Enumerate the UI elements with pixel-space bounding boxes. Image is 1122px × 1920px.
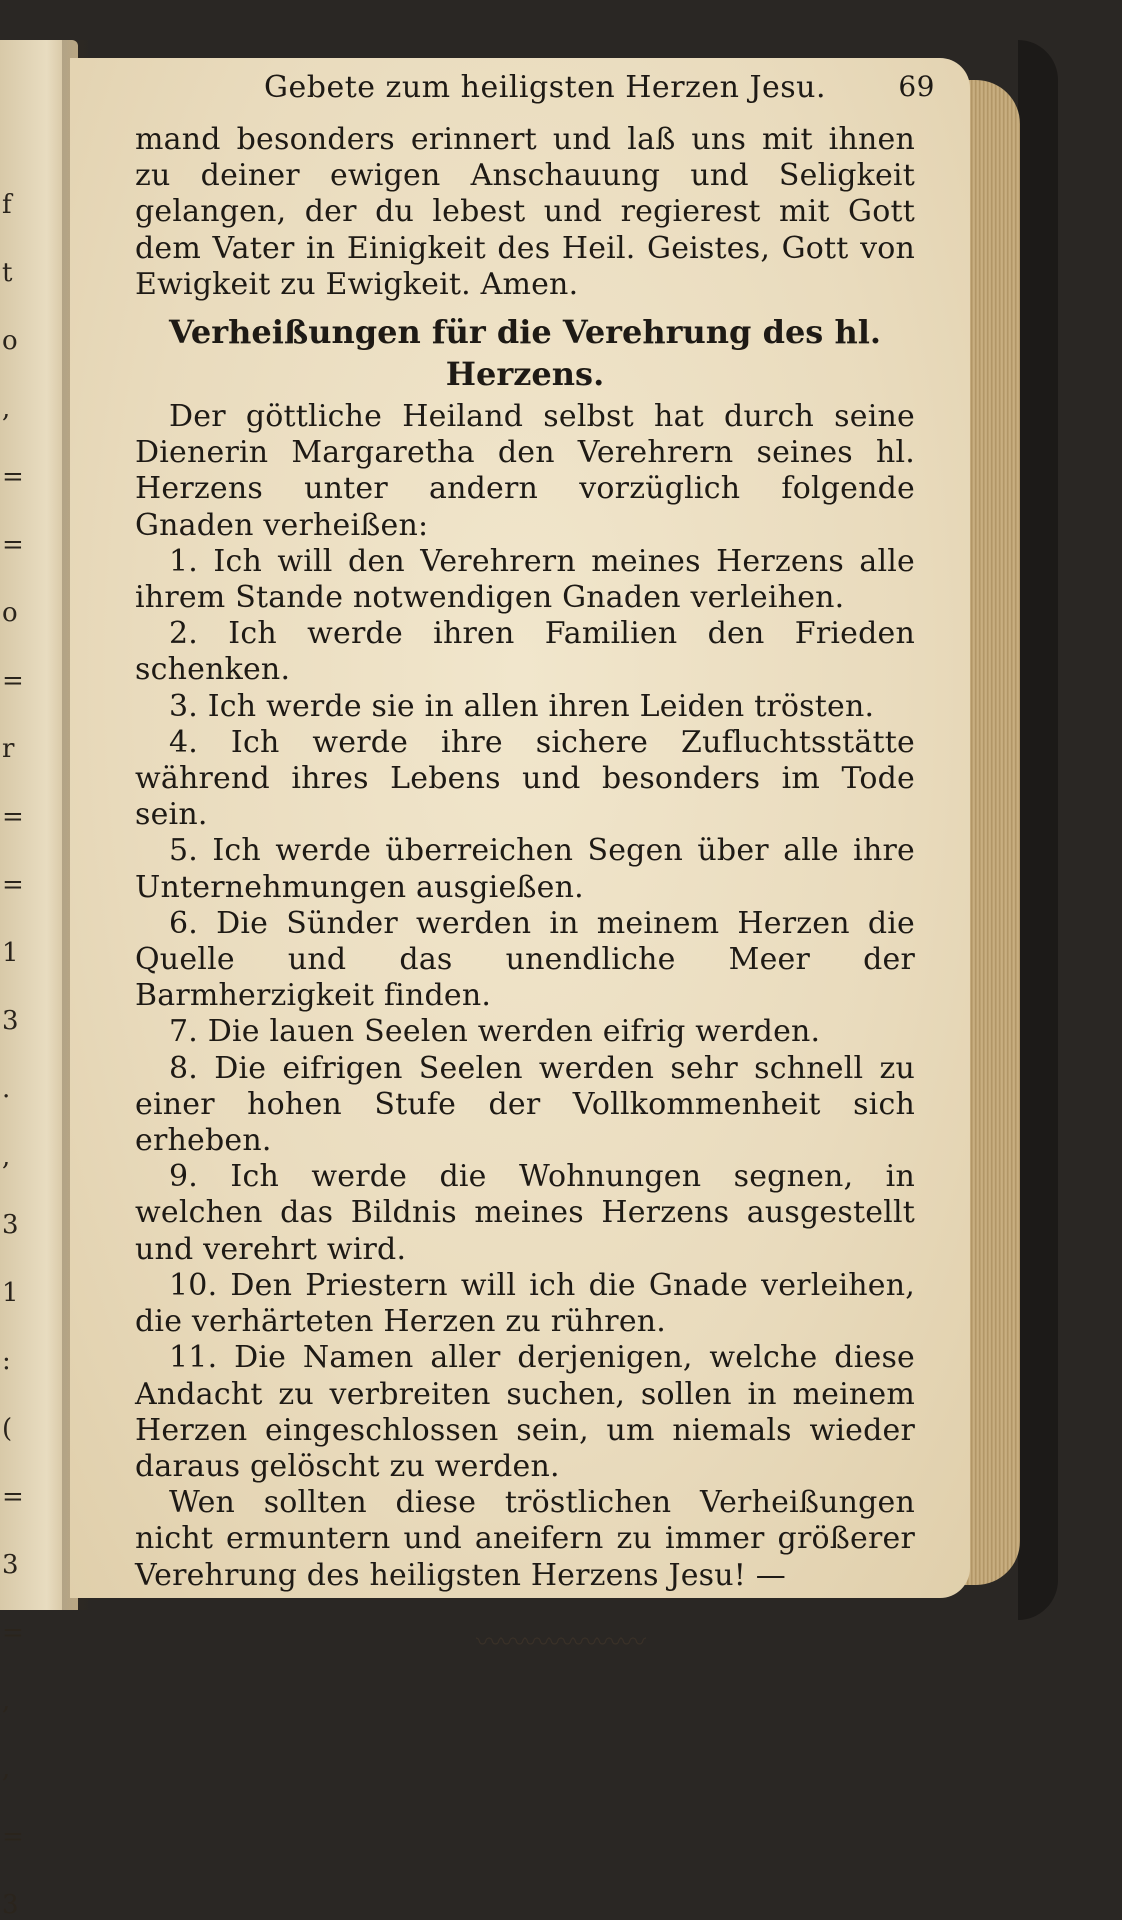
promise-item: 6. Die Sünder werden in meinem Herzen die Quelle und das unendliche Meer der Barmherzigkeit finden.	[135, 905, 915, 1014]
left-page-char: 1	[2, 1278, 19, 1308]
opening-paragraph: mand besonders erinnert und laß uns mit ihnen zu deiner ewigen Anschauung und Seligkeit gelangen, der du lebest und regierest mit Gott dem Vater in Einigkeit des Heil. Geistes, Gott von Ewigkeit zu Ewigkeit. Amen.	[135, 122, 915, 302]
left-page-char: 1	[2, 938, 19, 968]
left-page-char: 3	[2, 1550, 19, 1580]
page-content	[135, 70, 935, 1659]
promise-item: 11. Die Namen aller derjenigen, welche diese Andacht zu verbreiten suchen, sollen in meinem Herzen eingeschlossen sein, um niemals wieder daraus gelöscht zu werden.	[135, 1340, 915, 1484]
left-page-char: 3	[2, 1006, 19, 1036]
left-page-char: 3	[2, 1890, 19, 1920]
left-page-char: =	[2, 1618, 24, 1648]
left-page-char: o	[2, 326, 18, 356]
promise-item: 2. Ich werde ihren Familien den Frieden schenken.	[135, 616, 915, 688]
left-page-char: ,	[2, 1686, 11, 1716]
left-page-char: ,	[2, 394, 11, 424]
promise-item: 3. Ich werde sie in allen ihren Leiden trösten.	[169, 688, 875, 724]
left-page-char: :	[2, 1346, 11, 1376]
left-page-characters	[2, 190, 24, 1920]
left-page-char: =	[2, 870, 24, 900]
left-page-char: .	[2, 1074, 11, 1104]
section-heading: Verheißungen für die Verehrung des hl. Herzens.	[168, 313, 882, 394]
left-page-char: =	[2, 802, 24, 832]
promise-item: 1. Ich will den Verehrern meines Herzens alle ihrem Stande notwendigen Gnaden verleihen.	[135, 543, 915, 616]
left-page-char: =	[2, 462, 24, 492]
promise-item: 5. Ich werde überreichen Segen über alle ihre Unternehmungen ausgießen.	[135, 833, 915, 905]
left-page-char: ,	[2, 1754, 11, 1784]
left-page-char: =	[2, 666, 24, 696]
promise-item: 8. Die eifrigen Seelen werden sehr schnell zu einer hohen Stufe der Vollkommenheit sich erheben.	[135, 1050, 915, 1159]
left-page-char: =	[2, 1482, 24, 1512]
book-cover-edge	[1018, 40, 1058, 1620]
intro-paragraph: Der göttliche Heiland selbst hat durch seine Dienerin Margaretha den Verehrern seines hl. Herzens unter andern vorzüglich folgende Gnaden verheißen:	[135, 399, 915, 543]
left-page-char: r	[2, 734, 15, 764]
page-number: 69	[898, 70, 935, 103]
left-page-char: (	[2, 1414, 13, 1444]
running-header	[135, 70, 935, 122]
promise-item: 9. Ich werde die Wohnungen segnen, in welchen das Bildnis meines Herzens ausgestellt und verehrt wird.	[135, 1159, 915, 1267]
left-page-char: =	[2, 530, 24, 560]
left-page-char: 3	[2, 1210, 19, 1240]
closing-paragraph: Wen sollten diese tröstlichen Verheißungen nicht ermuntern und aneifern zu immer größerer Verehrung des heiligsten Herzens Jesu! —	[135, 1485, 915, 1593]
promise-item: 10. Den Priestern will ich die Gnade verleihen, die verhärteten Herzen zu rühren.	[135, 1267, 915, 1340]
ornament-divider: 〰〰〰〰〰〰〰	[475, 1627, 644, 1658]
left-page-char: =	[2, 1822, 24, 1852]
left-page-char: f	[2, 190, 12, 220]
left-page-char: t	[2, 258, 13, 288]
promise-list	[135, 544, 915, 1485]
promise-item: 7. Die lauen Seelen werden eifrig werden.	[169, 1014, 821, 1050]
promise-item: 4. Ich werde ihre sichere Zufluchtsstätte während ihres Lebens und besonders im Tode sein.	[135, 724, 915, 833]
running-title: Gebete zum heiligsten Herzen Jesu.	[264, 70, 826, 105]
left-page-char: ,	[2, 1142, 11, 1172]
left-page-char: o	[2, 598, 18, 628]
